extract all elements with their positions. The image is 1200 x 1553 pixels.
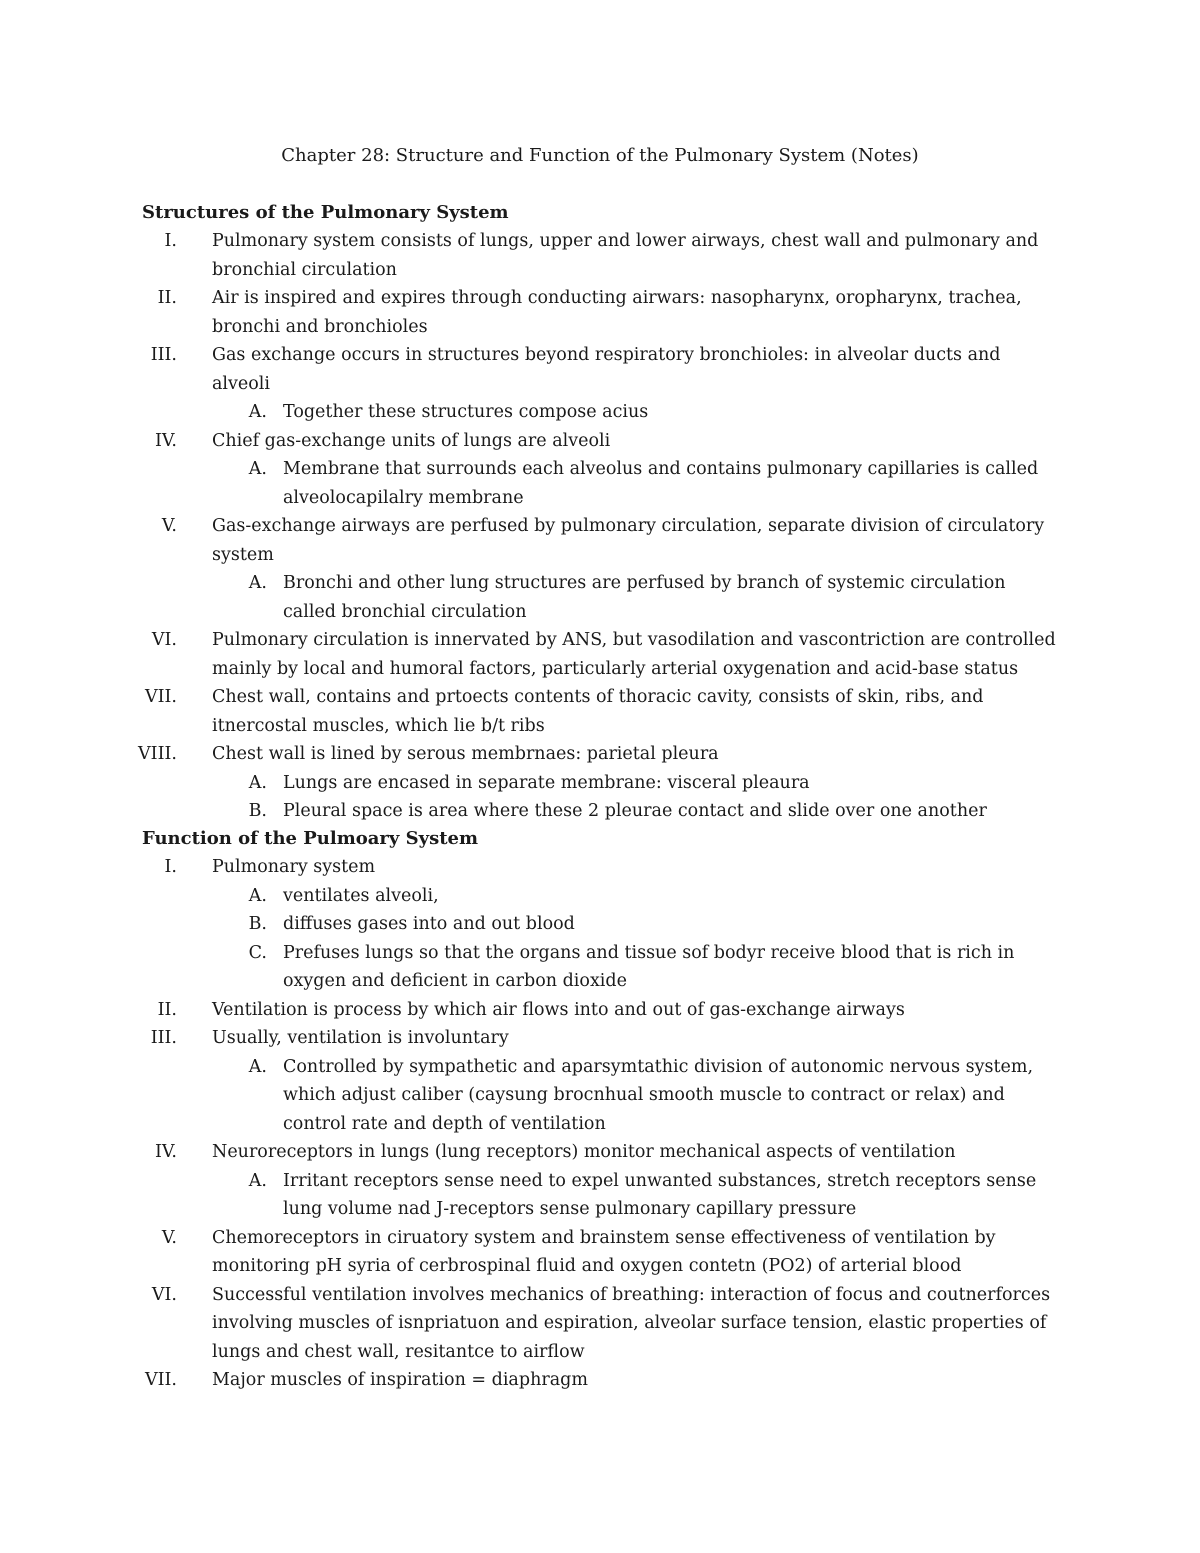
item-number: VIII. [138, 744, 177, 764]
item-number: IV. [154, 1142, 177, 1162]
item-number: III. [150, 345, 177, 365]
item-number: V. [161, 1227, 177, 1248]
outline-list [0, 853, 1200, 1395]
item-number: I. [164, 231, 177, 251]
outline-item [0, 512, 1200, 569]
subitem-letter: A. [248, 402, 267, 422]
item-text: Major muscles of inspiration = diaphragm [212, 1370, 588, 1390]
subitem-letter: A. [248, 1056, 267, 1077]
outline-subitem [0, 1167, 1200, 1224]
outline-item [0, 284, 1200, 341]
outline-subitem [0, 1053, 1200, 1139]
outline-subitem [0, 939, 1200, 996]
subitem-text: Pleural space is area where these 2 pleurae contact and slide over one another [283, 801, 987, 821]
subitem-text: Irritant receptors sense need to expel unwanted substances, stretch receptors sense lung volume nad J-receptors sense pulmonary capillary pressure [283, 1170, 1037, 1219]
item-number: II. [157, 999, 177, 1020]
section-heading: Function of the Pulmoary System [142, 828, 479, 849]
outline-subitem [0, 797, 1200, 826]
subitem-letter: A. [248, 885, 267, 906]
subitem-letter: A. [248, 573, 267, 593]
item-number: I. [164, 857, 177, 877]
item-text: Pulmonary system consists of lungs, upper and lower airways, chest wall and pulmonary and bronchial circulation [212, 231, 1039, 280]
item-number: VI. [151, 630, 177, 650]
outline-item [0, 683, 1200, 740]
outline-item [0, 1366, 1200, 1395]
outline-item [0, 227, 1200, 284]
item-text: Usually, ventilation is involuntary [212, 1028, 509, 1048]
item-number: III. [150, 1028, 177, 1048]
outline-subitem [0, 882, 1200, 911]
outline-subitem [0, 455, 1200, 512]
section-heading: Structures of the Pulmonary System [142, 202, 509, 223]
item-text: Pulmonary system [212, 857, 376, 877]
outline-subitem [0, 398, 1200, 427]
subitem-text: Controlled by sympathetic and aparsymtathic division of autonomic nervous system, which adjust caliber (caysung brocnhual smooth muscle to contract or relax) and control rate and depth of ventilation [283, 1056, 1034, 1134]
item-text: Neuroreceptors in lungs (lung receptors) monitor mechanical aspects of ventilation [212, 1142, 956, 1162]
outline-item [0, 740, 1200, 769]
item-text: Chest wall is lined by serous membrnaes: parietal pleura [212, 744, 719, 764]
item-number: II. [157, 288, 177, 308]
item-number: VII. [144, 687, 177, 707]
subitem-text: Lungs are encased in separate membrane: visceral pleaura [283, 772, 810, 793]
outline-list [0, 227, 1200, 826]
outline-item [0, 1281, 1200, 1367]
item-number: VI. [151, 1284, 177, 1305]
subitem-text: Prefuses lungs so that the organs and tissue sof bodyr receive blood that is rich in oxygen and deficient in carbon dioxide [283, 942, 1015, 991]
subitem-text: diffuses gases into and out blood [283, 914, 575, 934]
outline-item [0, 853, 1200, 882]
outline-subitem [0, 569, 1200, 626]
page-title: Chapter 28: Structure and Function of the Pulmonary System (Notes) [281, 145, 919, 166]
outline-subitem [0, 769, 1200, 798]
item-text: Chief gas-exchange units of lungs are alveoli [212, 430, 611, 451]
subitem-text: Membrane that surrounds each alveolus and contains pulmonary capillaries is called alveolocapilalry membrane [283, 459, 1039, 508]
outline-item [0, 1224, 1200, 1281]
outline-item [0, 427, 1200, 456]
item-text: Air is inspired and expires through conducting airwars: nasopharynx, oropharynx, trachea, bronchi and bronchioles [212, 288, 1022, 337]
subitem-letter: A. [248, 1170, 267, 1191]
subitem-letter: A. [248, 459, 267, 479]
item-text: Successful ventilation involves mechanics of breathing: interaction of focus and coutnerforces involving muscles of isnpriatuon and espiration, alveolar surface tension, elastic properties of lungs and chest wall, resitantce to airflow [212, 1284, 1051, 1362]
item-text: Ventilation is process by which air flows into and out of gas-exchange airways [212, 999, 905, 1020]
item-number: V. [161, 516, 177, 536]
outline-item [0, 626, 1200, 683]
subitem-letter: B. [248, 914, 267, 934]
item-text: Gas-exchange airways are perfused by pulmonary circulation, separate division of circulatory system [212, 516, 1045, 565]
outline-item [0, 341, 1200, 398]
outline-item [0, 1138, 1200, 1167]
item-text: Gas exchange occurs in structures beyond respiratory bronchioles: in alveolar ducts and alveoli [212, 345, 1001, 394]
item-text: Chemoreceptors in ciruatory system and brainstem sense effectiveness of ventilation by monitoring pH syria of cerbrospinal fluid and oxygen contetn (PO2) of arterial blood [212, 1227, 996, 1276]
subitem-text: Bronchi and other lung structures are perfused by branch of systemic circulation called bronchial circulation [283, 573, 1006, 622]
subitem-letter: A. [248, 772, 267, 793]
outline-subitem [0, 910, 1200, 939]
subitem-text: ventilates alveoli, [283, 885, 439, 906]
item-number: VII. [144, 1370, 177, 1390]
item-text: Chest wall, contains and prtoects contents of thoracic cavity, consists of skin, ribs, and itnercostal muscles, which lie b/t ribs [212, 687, 984, 736]
item-text: Pulmonary circulation is innervated by ANS, but vasodilation and vascontriction are controlled mainly by local and humoral factors, particularly arterial oxygenation and acid-base status [212, 630, 1056, 679]
subitem-letter: B. [248, 801, 267, 821]
subitem-letter: C. [248, 942, 267, 963]
subitem-text: Together these structures compose acius [283, 402, 649, 422]
item-number: IV. [154, 430, 177, 451]
outline-item [0, 996, 1200, 1025]
outline-item [0, 1024, 1200, 1053]
